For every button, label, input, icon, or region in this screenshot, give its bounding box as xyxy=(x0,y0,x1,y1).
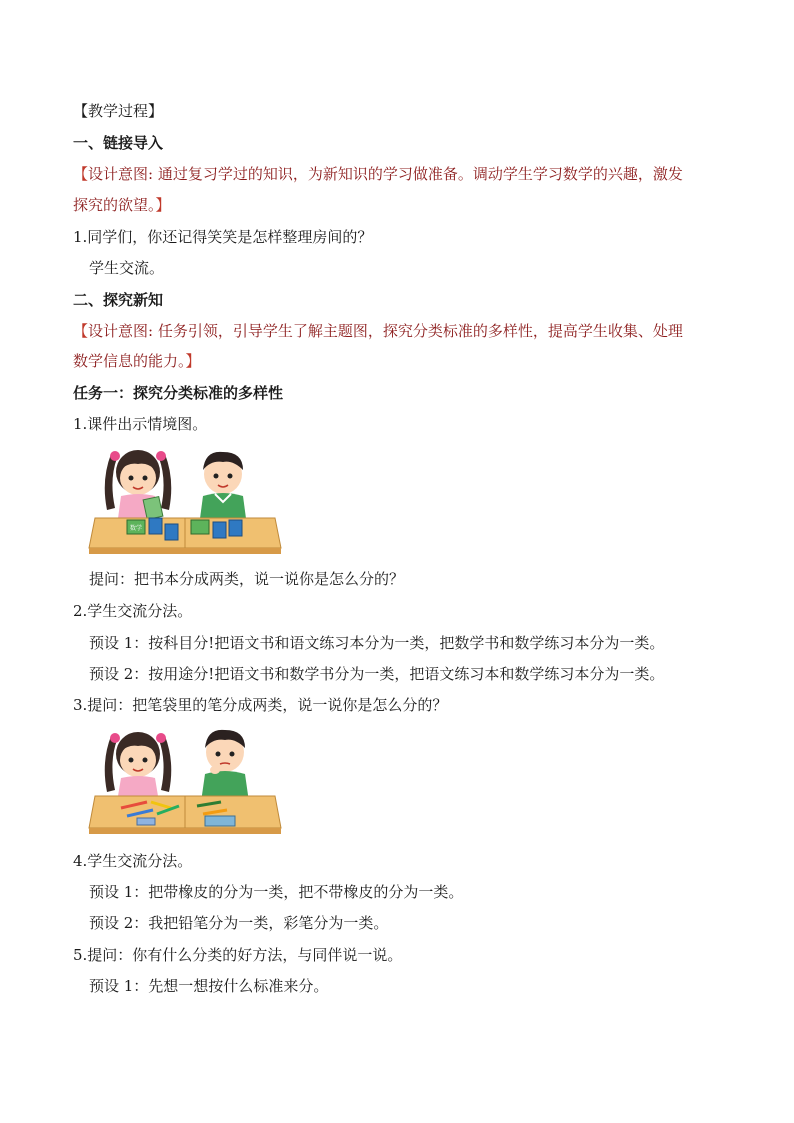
illustration-sorting-pens xyxy=(87,722,283,838)
design-intent-2-text: 设计意图: 任务引领，引导学生了解主题图，探究分类标准的多样性，提高学生收集、处理 xyxy=(88,322,683,340)
design-intent-1-line1 xyxy=(73,159,723,190)
bracket-open: 【 xyxy=(73,322,89,340)
answer-1: 学生交流。 xyxy=(89,259,165,277)
design-intent-1-text: 设计意图: 通过复习学过的知识，为新知识的学习做准备。调动学生学习数学的兴趣，激发 xyxy=(88,165,683,183)
step-5: 5.提问：你有什么分类的好方法，与同伴说一说。 xyxy=(73,946,403,964)
girl-figure xyxy=(105,450,172,526)
boy-figure xyxy=(201,730,249,802)
preset-standard: 预设 1：先想一想按什么标准来分。 xyxy=(89,977,329,995)
ask-books: 提问：把书本分成两类，说一说你是怎么分的？ xyxy=(89,570,405,588)
question-1: 1.同学们，你还记得笑笑是怎样整理房间的？ xyxy=(73,228,373,246)
teaching-process-heading: 【教学过程】 xyxy=(73,102,164,120)
book-label: 数学 xyxy=(129,525,143,532)
preset-eraser: 预设 1：把带橡皮的分为一类，把不带橡皮的分为一类。 xyxy=(89,883,464,901)
task-1-heading: 任务一：探究分类标准的多样性 xyxy=(73,384,284,402)
bracket-open: 【 xyxy=(73,165,89,183)
step-1: 1.课件出示情境图。 xyxy=(73,415,208,433)
preset-by-use: 预设 2：按用途分!把语文书和数学书分为一类，把语文练习本和数学练习本分为一类。 xyxy=(89,665,665,683)
design-intent-2-line2 xyxy=(73,346,723,377)
preset-pencil: 预设 2：我把铅笔分为一类，彩笔分为一类。 xyxy=(89,914,389,932)
boy-figure xyxy=(199,452,247,526)
bracket-close: 】 xyxy=(185,352,201,370)
step-4: 4.学生交流分法。 xyxy=(73,852,193,870)
girl-figure xyxy=(105,732,172,802)
bracket-close: 】 xyxy=(155,196,171,214)
illustration-sorting-books xyxy=(87,440,283,558)
section-heading-explore: 二、探究新知 xyxy=(73,291,164,309)
step-2: 2.学生交流分法。 xyxy=(73,602,193,620)
design-intent-1-text-cont: 探究的欲望。 xyxy=(73,196,156,214)
design-intent-1-line2 xyxy=(73,190,723,221)
preset-by-subject: 预设 1：按科目分!把语文书和语文练习本分为一类，把数学书和数学练习本分为一类。 xyxy=(89,634,665,652)
design-intent-2-line1 xyxy=(73,316,723,347)
design-intent-2-text-cont: 数学信息的能力。 xyxy=(73,352,186,370)
step-3: 3.提问：把笔袋里的笔分成两类，说一说你是怎么分的？ xyxy=(73,696,448,714)
section-heading-link-intro: 一、链接导入 xyxy=(73,134,164,152)
